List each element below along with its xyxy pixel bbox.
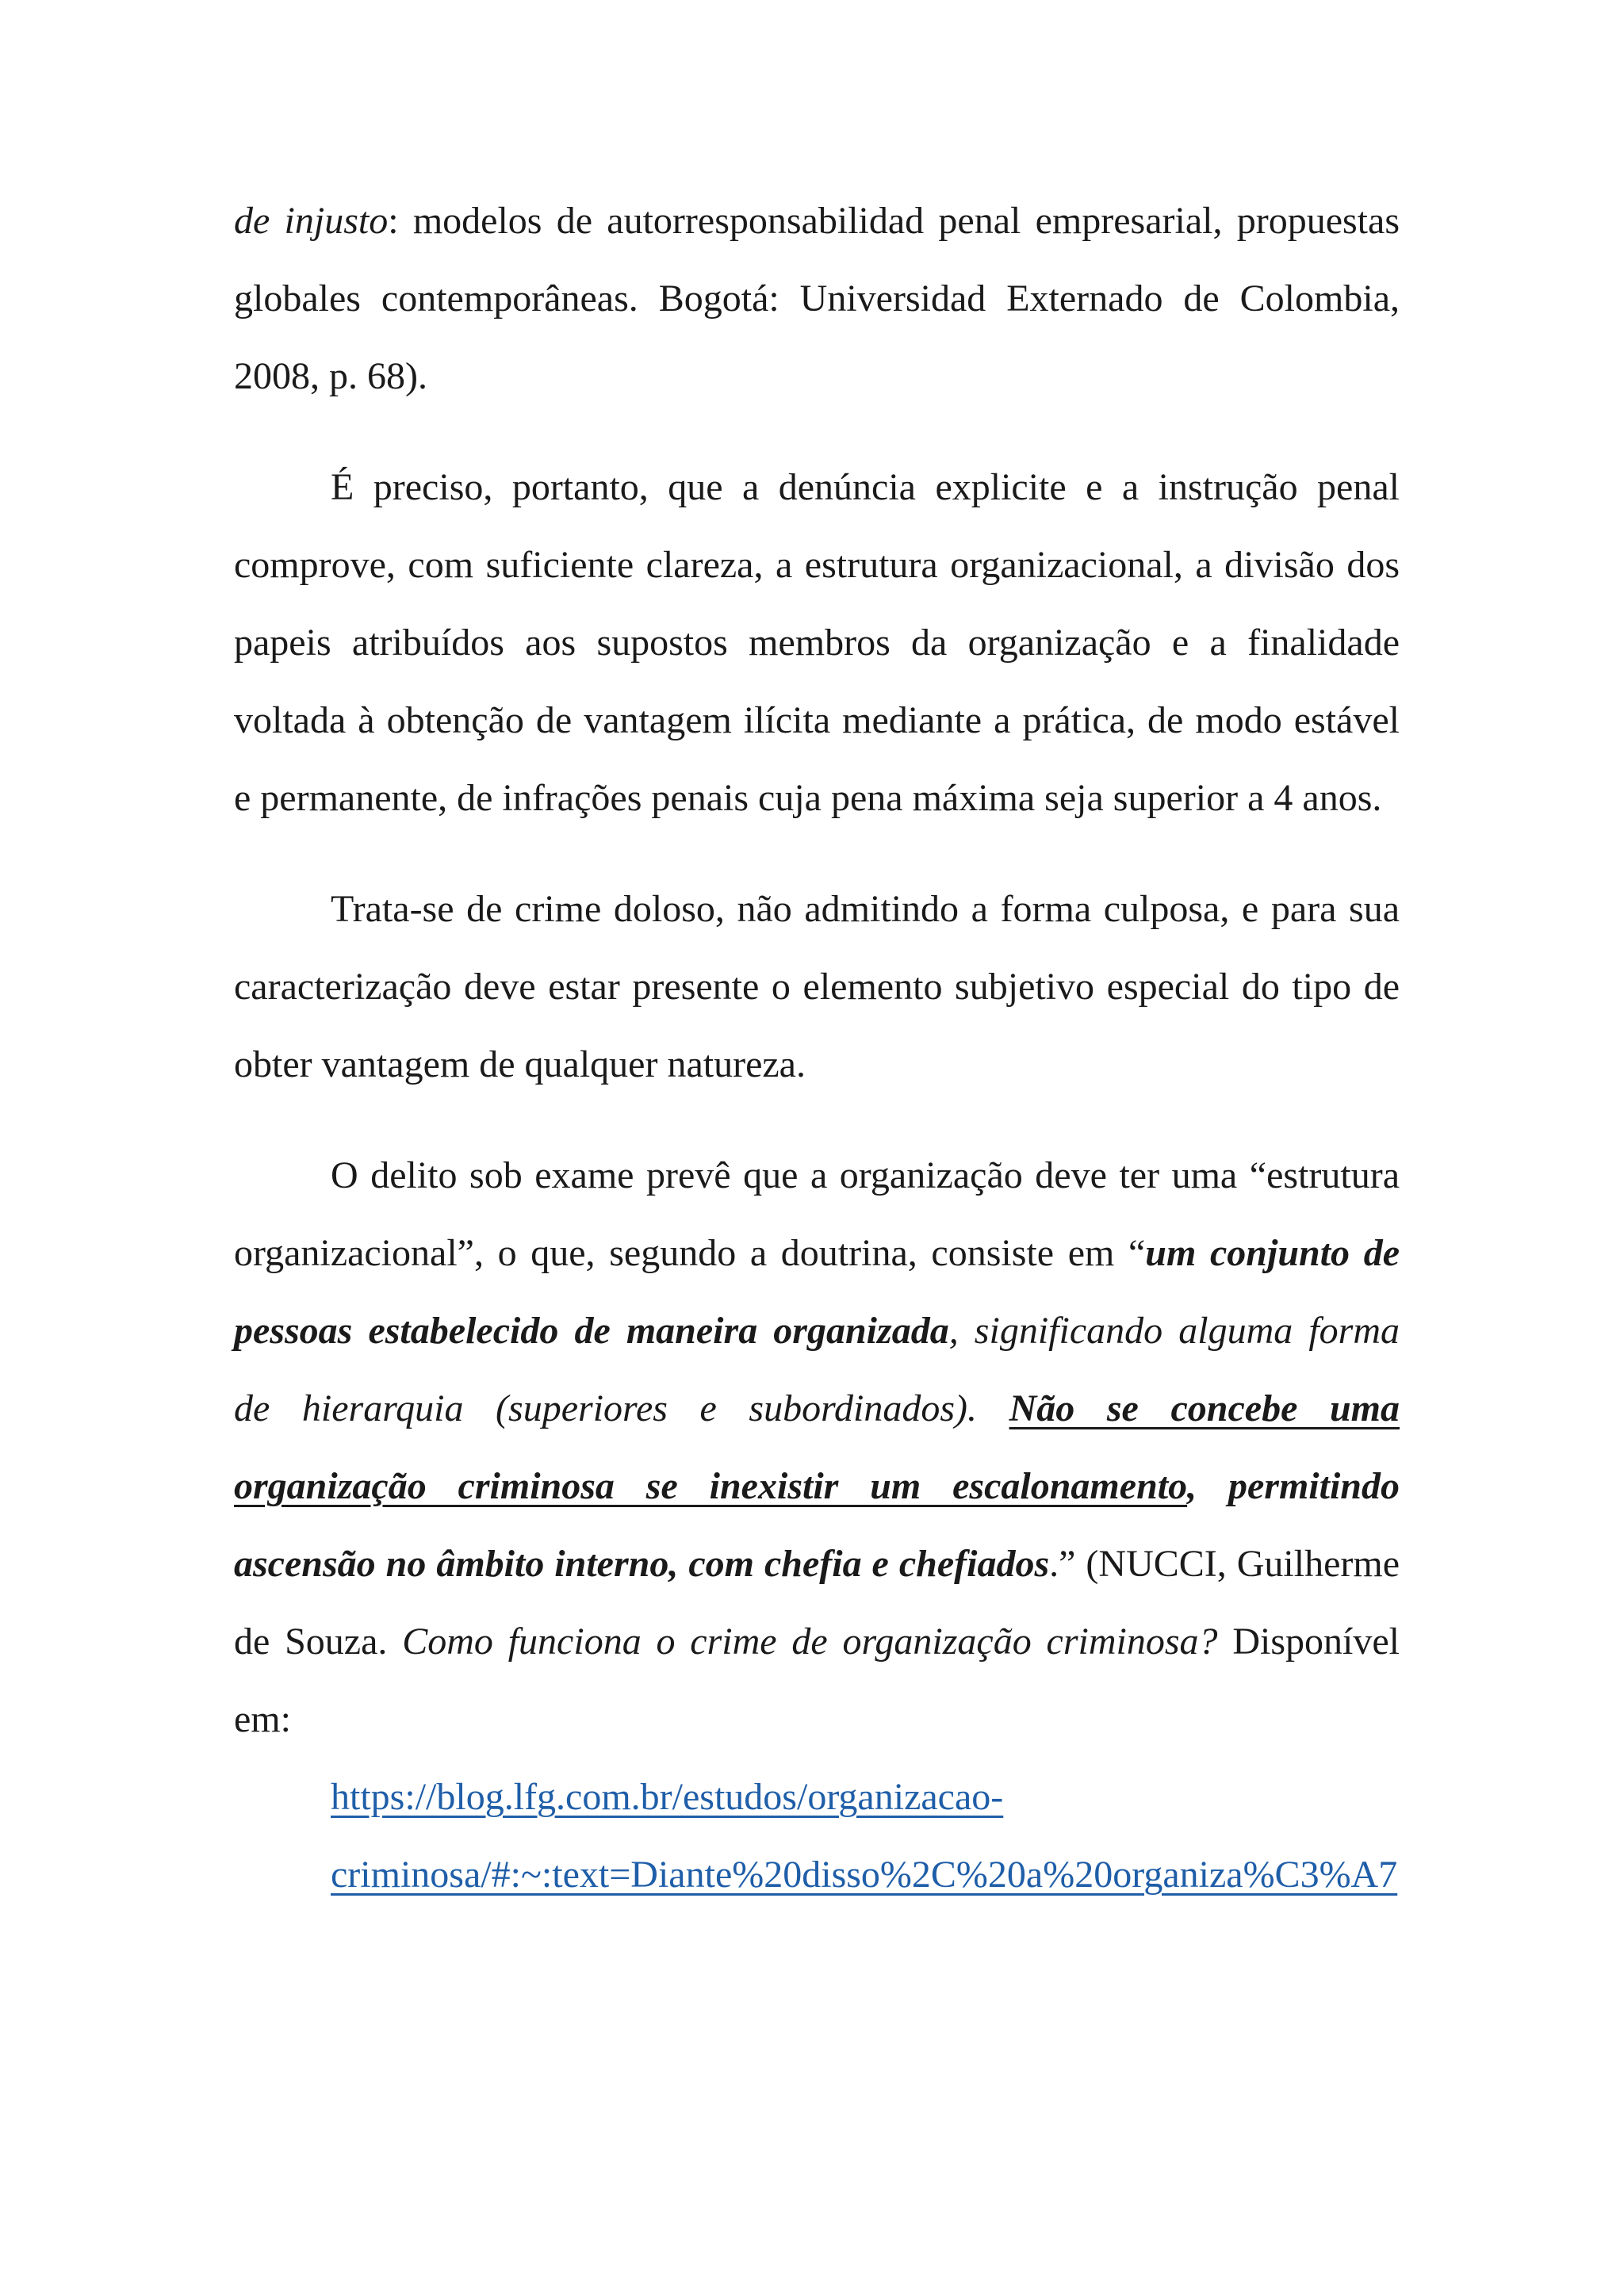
paragraph-intro: O delito sob exame prevê que a organização deve ter uma “estrutura organizacional”, o que, segundo a doutrina, consiste em “: [234, 1154, 1400, 1274]
quote-close-citation: .” (NUCCI, Guilherme de Souza.: [234, 1543, 1400, 1663]
paragraph-denuncia-text: É preciso, portanto, que a denúncia explicite e a instrução penal comprove, com suficiente clareza, a estrutura organizacional, a divisão dos papeis atribuídos aos supostos membros da organização e a finalidade voltada à obtenção de vantagem ilícita mediante a prática, de modo estável e permanente, de infrações penais cuja pena máxima seja superior a 4 anos.: [234, 466, 1400, 819]
paragraph-crime-doloso-text: Trata-se de crime doloso, não admitindo a forma culposa, e para sua caracterização deve estar presente o elemento subjetivo especial do tipo de obter vantagem de qualquer natureza.: [234, 888, 1400, 1085]
source-title: Como funciona o crime de organização criminosa?: [402, 1621, 1218, 1663]
quote-italic-part: , significando alguma forma de hierarquia (superiores e subordinados).: [234, 1310, 1400, 1429]
paragraph-estrutura-organizacional: [234, 1137, 1400, 1914]
paragraph-citation-continuation: [234, 182, 1400, 415]
citation-italic-title: de injusto: [234, 200, 389, 242]
source-link-line-1[interactable]: https://blog.lfg.com.br/estudos/organizacao-: [331, 1776, 1004, 1818]
quote-bold-part-2: , permitindo ascensão no âmbito interno, com chefia e chefiados: [234, 1465, 1400, 1585]
document-body: [234, 182, 1400, 1914]
quote-bold-part-1: um conjunto de pessoas estabelecido de maneira organizada: [234, 1232, 1400, 1352]
source-link-line-2[interactable]: criminosa/#:~:text=Diante%20disso%2C%20a%20organiza%C3%A7: [331, 1854, 1398, 1896]
paragraph-denuncia: [234, 449, 1400, 837]
available-at-text: Disponível em:: [234, 1621, 1400, 1740]
paragraph-crime-doloso: [234, 871, 1400, 1104]
citation-text: : modelos de autorresponsabilidad penal empresarial, propuestas globales contemporâneas. Bogotá: Universidad Externado de Colombia, 2008, p. 68).: [234, 200, 1400, 397]
quote-underlined-part: Não se concebe uma organização criminosa se inexistir um escalonamento: [234, 1387, 1400, 1507]
